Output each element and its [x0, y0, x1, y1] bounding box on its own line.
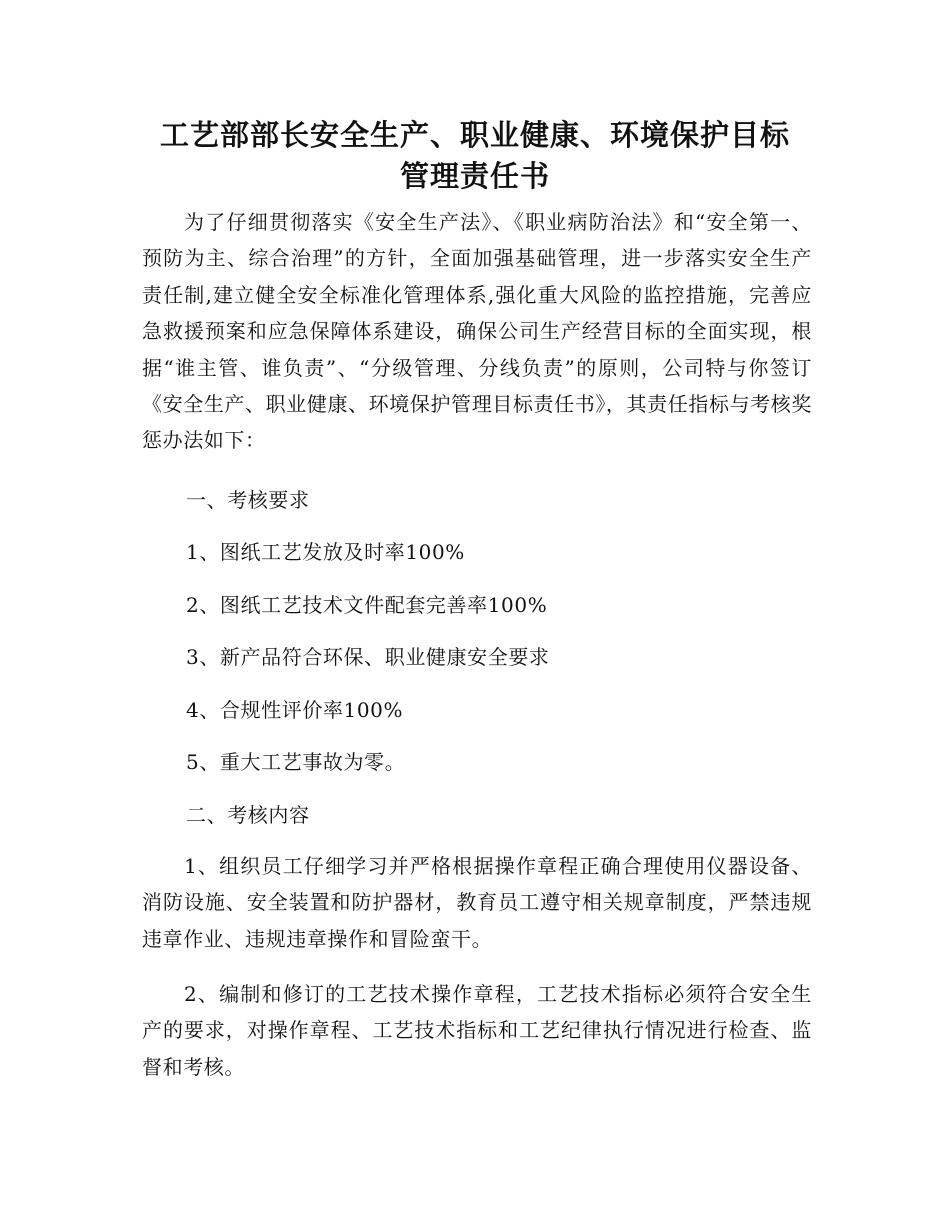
content-paragraph: 2、编制和修订的工艺技术操作章程，工艺技术指标必须符合安全生产的要求，对操作章程、工艺技术指标和工艺纪律执行情况进行检查、监督和考核。: [142, 982, 812, 1079]
requirement-item: 3、新产品符合环保、职业健康安全要求: [186, 645, 550, 669]
requirement-item: 2、图纸工艺技术文件配套完善率100%: [186, 593, 548, 617]
document-title-line-1: 工艺部部长安全生产、职业健康、环境保护目标: [159, 118, 790, 152]
requirement-item: 1、图纸工艺发放及时率100%: [186, 540, 465, 564]
intro-paragraph: 为了仔细贯彻落实《安全生产法》、《职业病防治法》和“安全第一、预防为主、综合治理”的方针，全面加强基础管理，进一步落实安全生产责任制,建立健全安全标准化管理体系,强化重大风险的监控措施，完善应急救援预案和应急保障体系建设，确保公司生产经营目标的全面实现，根据“谁主管、谁负责”、“分级管理、分线负责”的原则，公司特与你签订《安全生产、职业健康、环境保护管理目标责任书》，其责任指标与考核奖惩办法如下：: [142, 210, 812, 453]
requirement-item: 4、合规性评价率100%: [186, 698, 404, 722]
requirement-item: 5、重大工艺事故为零。: [186, 750, 406, 774]
content-paragraph: 1、组织员工仔细学习并严格根据操作章程正确合理使用仪器设备、消防设施、安全装置和防护器材，教育员工遵守相关规章制度，严禁违规违章作业、违规违章操作和冒险蛮干。: [142, 854, 812, 951]
section-1-heading: 一、考核要求: [186, 488, 310, 512]
section-2-heading: 二、考核内容: [186, 803, 310, 827]
document-title-line-2: 管理责任书: [399, 159, 550, 193]
